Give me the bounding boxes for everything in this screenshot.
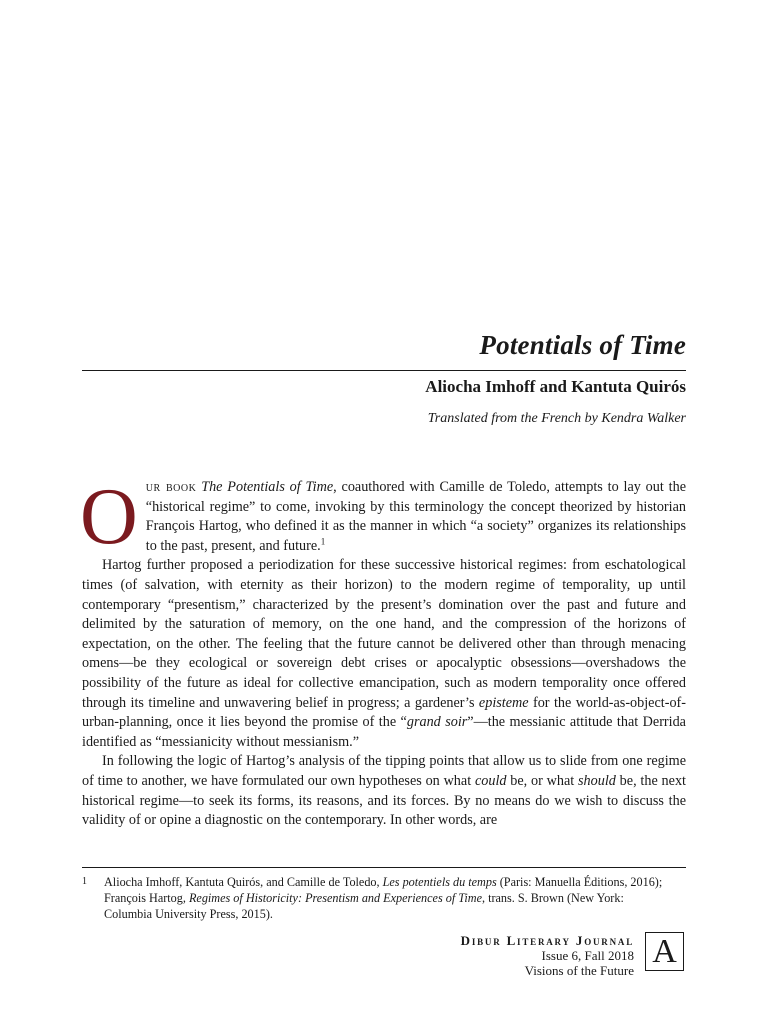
footnote-body xyxy=(93,874,665,922)
paragraph-2-em-a: episteme xyxy=(478,694,529,711)
translator-credit: Translated from the French by Kendra Walker xyxy=(427,411,686,426)
paragraph-3-em-a: could xyxy=(474,772,507,789)
title-rule xyxy=(82,370,686,371)
journal-name: Dibur Literary Journal xyxy=(460,933,634,948)
journal-masthead xyxy=(461,933,634,978)
footnote-text-a: Aliocha Imhoff, Kantuta Quirós, and Camille de Toledo, xyxy=(104,875,383,889)
paragraph-3-text-a: In following the logic of Hartog’s analysis of the tipping points that allow us to slide from one regime of time to another, we have formulated our own hypotheses on what xyxy=(82,753,686,789)
footnote-em-a: Les potentiels du temps xyxy=(382,875,497,889)
paragraph-3-text-c: be, the next historical regime—to seek its forms, its reasons, and its forces. By no means do we wish to discuss the validity of or opine a diagnostic on the contemporary. In other words, are xyxy=(82,772,686,829)
paragraph-2-em-b: grand soir xyxy=(406,714,468,731)
paragraph-3-em-b: should xyxy=(578,772,616,789)
footnote-rule xyxy=(82,867,686,868)
footnote-text-b: (Paris: Manuella Éditions, 2016); François Hartog, xyxy=(104,875,663,905)
article-authors: Aliocha Imhoff and Kantuta Quirós xyxy=(425,377,686,396)
paragraph-2-text-b: for the world-as-object-of-urban-planning, once it lies beyond the promise of the “ xyxy=(82,694,686,731)
paragraph-2 xyxy=(82,556,686,752)
paragraph-1 xyxy=(80,473,686,561)
footnote xyxy=(82,874,665,922)
drop-cap: O xyxy=(80,473,138,561)
paragraph-3 xyxy=(82,752,686,830)
article-title: Potentials of Time xyxy=(479,330,686,360)
paragraph-3-text-b: be, or what xyxy=(506,772,579,789)
footnote-em-b: Regimes of Historicity: Presentism and Experiences of Time xyxy=(188,891,482,905)
book-title: The Potentials of Time xyxy=(201,479,334,495)
journal-theme: Visions of the Future xyxy=(524,963,634,978)
paragraph-2-text-c: ”—the messianic attitude that Derrida identified as “messianicity without messianism.” xyxy=(82,714,686,750)
article-body xyxy=(80,473,686,831)
journal-issue: Issue 6, Fall 2018 xyxy=(541,948,634,963)
footnote-ref[interactable]: 1 xyxy=(320,536,326,547)
lead-in-smallcaps: ur book xyxy=(145,479,197,495)
paragraph-2-text-a: Hartog further proposed a periodization for these successive historical regimes: from eschatological times (of salvation, with eternity as their horizon) to the modern regime of temporality, up until contemporary “presentism,” characterized by the present’s domination over the past and future and delimited by the saturation of memory, on the one hand, and the compression of the horizons of expectation, on the other. The feeling that the future cannot be delivered other than through menacing omens—be they ecological or sovereign debt crises or apocalyptic obsessions—overshadows the possibility of the future as ideal for collective emancipation, such as modern temporality once offered through its timeline and unwavering belief in progress; a gardener’s xyxy=(82,557,686,711)
footnote-text-c: , trans. S. Brown (New York: Columbia University Press, 2015). xyxy=(104,891,624,921)
footnote-number: 1 xyxy=(82,876,87,887)
paragraph-1-text: , coauthored with Camille de Toledo, attempts to lay out the “historical regime” to come, invoking by this terminology the concept theorized by historian François Hartog, who defined it as the manner in which “a society” organizes its relationships to the past, present, and future. xyxy=(145,479,686,554)
journal-logo: A xyxy=(645,932,684,971)
